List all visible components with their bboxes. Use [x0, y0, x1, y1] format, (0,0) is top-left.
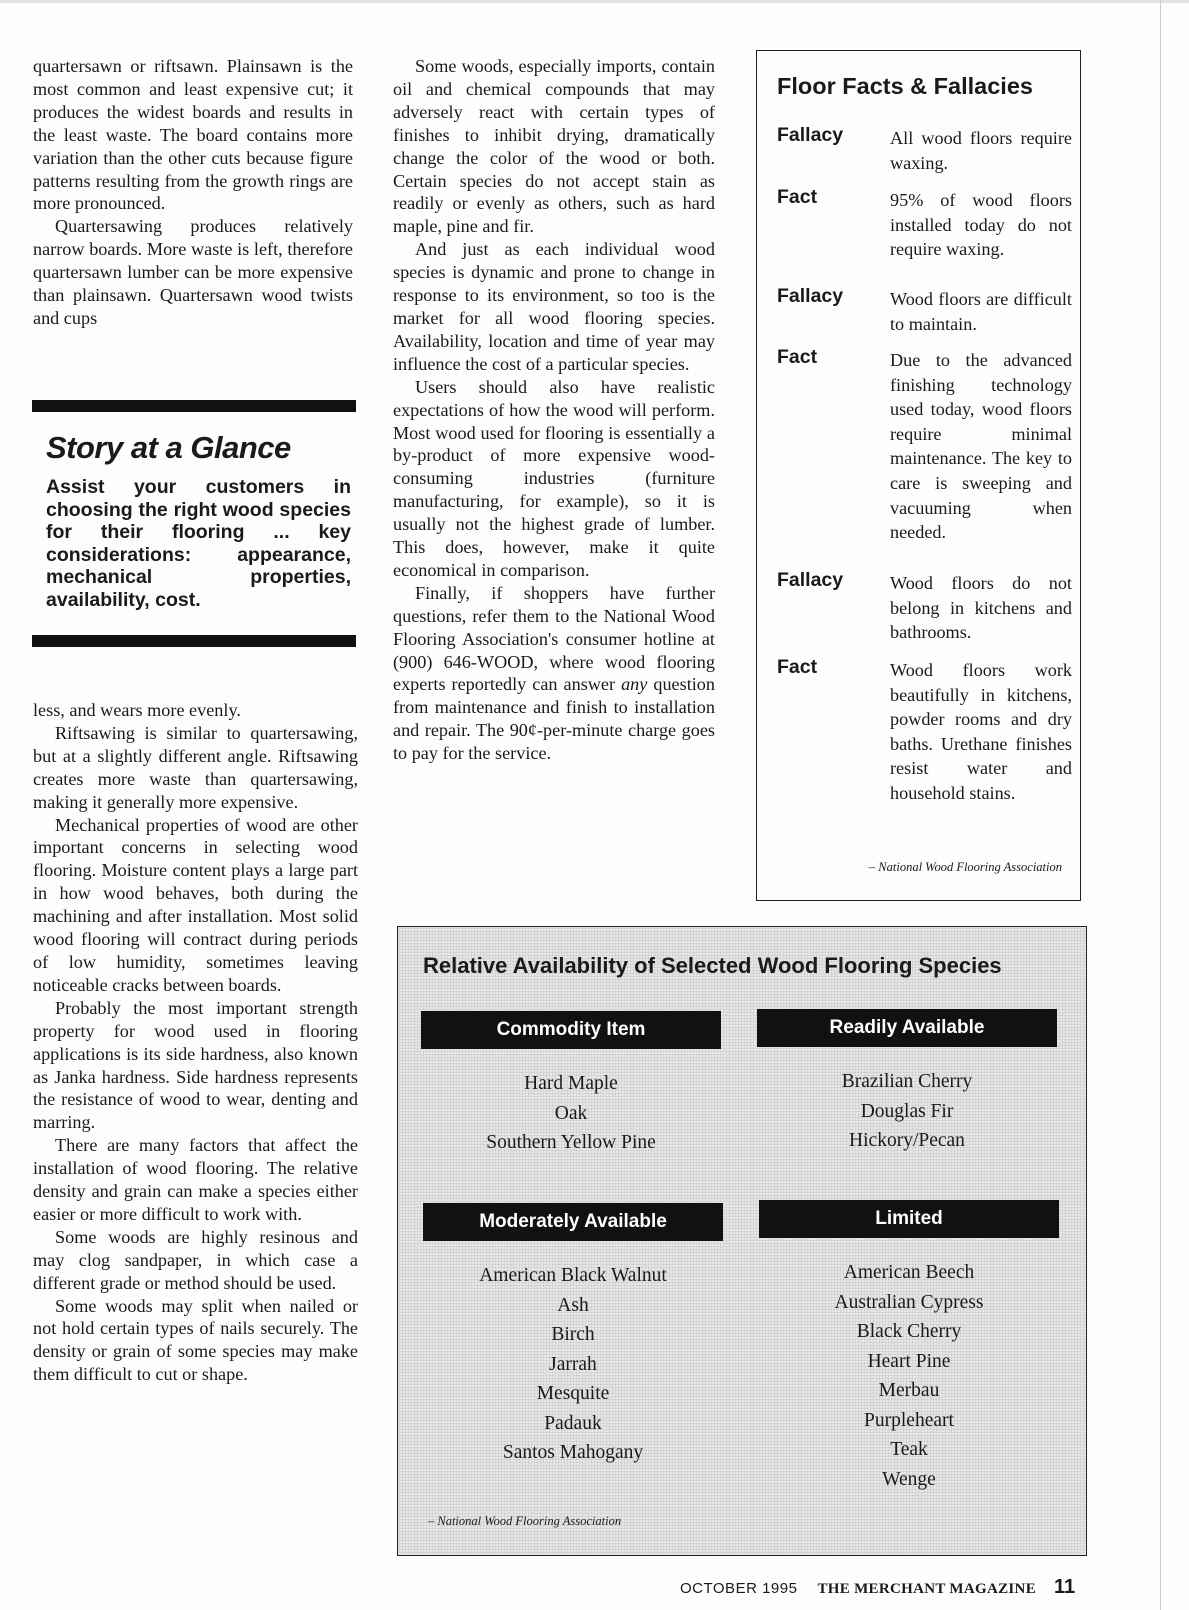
fact-label: Fallacy — [777, 285, 844, 307]
availability-box — [397, 926, 1087, 1556]
floor-facts-box — [756, 50, 1081, 901]
category-header: Limited — [759, 1200, 1059, 1238]
magazine-name: THE MERCHANT MAGAZINE — [817, 1581, 1036, 1597]
species-list — [421, 1069, 721, 1158]
list-item: Heart Pine — [867, 1350, 951, 1372]
category-moderately-available — [423, 1203, 723, 1468]
page-number: 11 — [1054, 1576, 1076, 1598]
facts-source: – National Wood Flooring Association — [868, 860, 1062, 874]
paragraph — [393, 582, 715, 765]
list-item: Merbau — [878, 1380, 940, 1401]
emphasis: any — [621, 674, 648, 695]
paragraph: Some woods are highly resinous and may clog sandpaper, in which case a different grade or method should be used. — [33, 1226, 358, 1293]
glance-title: Story at a Glance — [46, 430, 291, 465]
list-item: Hickory/Pecan — [849, 1130, 965, 1151]
list-item: Australian Cypress — [834, 1291, 984, 1313]
divider-bar — [32, 635, 356, 647]
fact-label: Fact — [777, 186, 818, 208]
category-limited — [759, 1200, 1059, 1494]
category-header: Moderately Available — [423, 1203, 723, 1241]
fact-label: Fact — [777, 346, 818, 368]
category-commodity — [421, 1011, 721, 1158]
list-item: Teak — [890, 1439, 928, 1460]
list-item: Purpleheart — [864, 1409, 954, 1431]
glance-text: Assist your customers in choosing the right wood species for their flooring ... key considerations: appearance, mechanical properties, availability, cost. — [46, 476, 351, 611]
column-2 — [393, 55, 715, 765]
category-readily-available — [757, 1009, 1057, 1156]
paragraph: Some woods may split when nailed or not hold certain types of nails securely. The density or grain of some species may make them difficult to cut or shape. — [33, 1295, 358, 1385]
paragraph: And just as each individual wood species is dynamic and prone to change in response to its environment, so too is the market for all wood flooring species. Availability, location and time of year may influence the cost of a particular species. — [393, 239, 715, 374]
paragraph: Riftsawing is similar to quartersawing, but at a slightly different angle. Riftsawing creates more waste than quartersawing, making it generally more expensive. — [33, 722, 358, 812]
paragraph: Users should also have realistic expectations of how the wood will perform. Most wood used for flooring is essentially a by-product of more expensive wood-consuming industries (furniture manufacturing, for example), so it is usually not the highest grade of lumber. This does, however, make it quite economical in comparison. — [393, 376, 715, 580]
paragraph: Some woods, especially imports, contain oil and chemical compounds that may adversely react with certain types of finishes to inhibit drying, dramatically change the color of the wood or both. Certain species do not accept stain as readily or evenly as others, such as hard maple, pine and fir. — [393, 56, 715, 237]
paragraph: There are many factors that affect the installation of wood flooring. The relative density and grain can make a species either easier or more difficult to work with. — [33, 1135, 358, 1224]
availability-title: Relative Availability of Selected Wood Flooring Species — [423, 953, 1002, 978]
page-footer — [680, 1576, 1120, 1599]
list-item: Santos Mahogany — [502, 1442, 644, 1463]
list-item: Oak — [554, 1102, 588, 1124]
list-item: American Beech — [843, 1262, 975, 1283]
list-item: Padauk — [544, 1412, 602, 1434]
fact-text: Wood floors are difficult to maintain. — [890, 289, 1072, 334]
list-item: Brazilian Cherry — [841, 1071, 973, 1092]
list-item: Hard Maple — [524, 1073, 618, 1094]
fact-text: All wood floors require waxing. — [890, 128, 1072, 173]
list-item: Mesquite — [536, 1383, 610, 1404]
divider-bar — [32, 400, 356, 412]
story-at-a-glance-box — [32, 400, 356, 650]
fact-text: Wood floors do not belong in kitchens and bathrooms. — [890, 573, 1072, 643]
list-item: Wenge — [882, 1468, 936, 1490]
species-list — [423, 1261, 723, 1468]
list-item: Douglas Fir — [860, 1100, 954, 1122]
top-edge — [0, 0, 1189, 3]
paragraph: less, and wears more evenly. — [33, 700, 241, 720]
category-header: Commodity Item — [421, 1011, 721, 1049]
list-item: American Black Walnut — [479, 1265, 667, 1286]
availability-source: – National Wood Flooring Association — [428, 1514, 622, 1528]
list-item: Jarrah — [549, 1353, 597, 1375]
fact-label: Fallacy — [777, 124, 844, 146]
fact-label: Fallacy — [777, 569, 844, 591]
issue-date: OCTOBER 1995 — [680, 1580, 798, 1597]
species-list — [759, 1258, 1059, 1494]
fact-label: Fact — [777, 656, 818, 678]
list-item: Birch — [551, 1324, 595, 1345]
paragraph: Mechanical properties of wood are other important concerns in selecting wood flooring. Moisture content plays a large part in how wood behaves, both during the machining and after installation. Most solid wood flooring will contract during periods of low humidity, sometimes leaving noticeable cracks between boards. — [33, 814, 358, 995]
fact-text: 95% of wood floors installed today do not require waxing. — [890, 190, 1072, 260]
list-item: Black Cherry — [856, 1321, 962, 1342]
text-run: Finally, if shoppers have further questions, refer them to the National Wood Flooring Association's consumer hotline at (900) 646-WOOD, where wood flooring experts reportedly can answer — [393, 582, 715, 695]
column-1-bottom — [33, 699, 358, 1386]
paragraph: Quartersawing produces relatively narrow boards. More waste is left, therefore quartersawn lumber can be more expensive than plainsawn. Quartersawn wood twists and cups — [33, 216, 353, 328]
list-item: Southern Yellow Pine — [486, 1132, 656, 1153]
paragraph: Probably the most important strength property for wood used in flooring applications is its side hardness, also known as Janka hardness. Side hardness represents the resistance of wood to wear, denting and marring. — [33, 997, 358, 1133]
paragraph: quartersawn or riftsawn. Plainsawn is the most common and least expensive cut; it produces the widest boards and results in the least waste. The board contains more variation than the other cuts because figure patterns resulting from the growth rings are more pronounced. — [33, 56, 353, 214]
facts-title: Floor Facts & Fallacies — [777, 73, 1033, 99]
page-edge — [1160, 0, 1161, 1610]
species-list — [757, 1067, 1057, 1156]
category-header: Readily Available — [757, 1009, 1057, 1047]
fact-text: Wood floors work beautifully in kitchens, powder rooms and dry baths. Urethane finishes resist water and household stains. — [890, 660, 1072, 803]
column-1-top — [33, 55, 353, 330]
list-item: Ash — [557, 1294, 589, 1316]
fact-text: Due to the advanced finishing technology used today, wood floors require minimal maintenance. The key to care is sweeping and vacuuming when needed. — [890, 350, 1072, 543]
text-run: question from maintenance and finish to installation and repair. The 90¢-per-minute charge goes to pay for the service. — [393, 674, 715, 764]
